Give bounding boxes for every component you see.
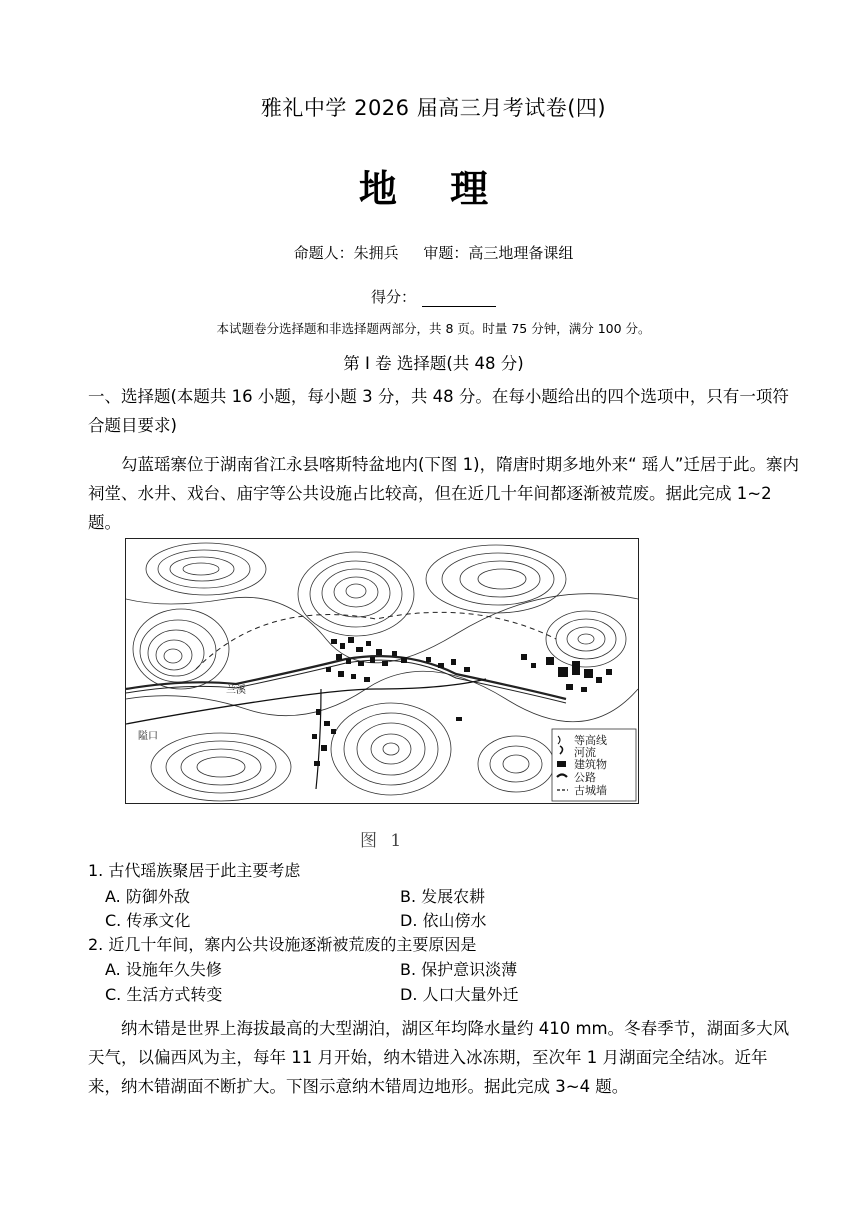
author-line: [0, 242, 867, 263]
passage-2: 纳木错是世界上海拔最高的大型湖泊，湖区年均降水量约 410 mm。冬春季节，湖面多大风天气，以偏西风为主，每年 11 月开始，纳木错进入冰冻期，至次年 1 月湖面完全结冰。近年来，纳木错湖面不断扩大。下图示意纳木错周边地形。据此完成 3~4 题。: [88, 1019, 790, 1096]
question-2-option-c[interactable]: C. 生活方式转变: [105, 985, 223, 1004]
question-1-option-d[interactable]: D. 依山傍水: [400, 911, 487, 930]
legend-contour: 等高线: [574, 734, 607, 747]
passage-1: 勾蓝瑶寨位于湖南省江永县喀斯特盆地内(下图 1)，隋唐时期多地外来“ 瑶人”迁居于此。寨内祠堂、水井、戏台、庙宇等公共设施占比较高，但在近几十年间都逐渐被荒废。据此完成 1~2 题。: [88, 455, 799, 532]
subject-title: 地 理: [358, 167, 509, 211]
question-1-stem: 1. 古代瑶族聚居于此主要考虑: [88, 861, 301, 880]
question-1-option-a[interactable]: A. 防御外敌: [105, 887, 190, 906]
question-2-option-d[interactable]: D. 人口大量外迁: [400, 985, 519, 1004]
question-1-option-c[interactable]: C. 传承文化: [105, 911, 191, 930]
question-2-option-b[interactable]: B. 保护意识淡薄: [400, 960, 518, 979]
part-title: 第 I 卷 选择题(共 48 分): [343, 354, 524, 373]
legend-building: 建筑物: [574, 758, 607, 771]
place-label-aikou: 隘口: [138, 731, 158, 742]
question-2-option-a[interactable]: A. 设施年久失修: [105, 960, 222, 979]
reviewer-label: 审题：高三地理备课组: [423, 244, 574, 262]
figure-caption: 图 1: [360, 831, 406, 851]
score-blank: [422, 292, 496, 307]
place-label-lanxi: 兰溪: [226, 685, 246, 696]
author-label: 命题人：朱拥兵: [293, 244, 399, 262]
building-legend-icon: [557, 761, 566, 767]
question-1-option-b[interactable]: B. 发展农耕: [400, 887, 486, 906]
exam-title: 雅礼中学 2026 届高三月考试卷(四): [260, 96, 607, 120]
topographic-map: [126, 539, 638, 803]
question-2-stem: 2. 近几十年间，寨内公共设施逐渐被荒废的主要原因是: [88, 935, 477, 954]
legend-river: 河流: [574, 746, 596, 759]
exam-note: 本试题卷分选择题和非选择题两部分，共 8 页。时量 75 分钟，满分 100 分。: [216, 321, 651, 336]
score-line: [0, 286, 867, 307]
score-label: 得分：: [370, 288, 416, 306]
map-legend: [552, 729, 636, 801]
section-instructions: 一、选择题(本题共 16 小题，每小题 3 分，共 48 分。在每小题给出的四个选项中，只有一项符合题目要求): [88, 387, 789, 435]
road-main: [126, 679, 486, 724]
legend-road: 公路: [574, 771, 596, 784]
topographic-map-figure: [125, 538, 639, 804]
legend-wall: 古城墙: [574, 784, 607, 797]
